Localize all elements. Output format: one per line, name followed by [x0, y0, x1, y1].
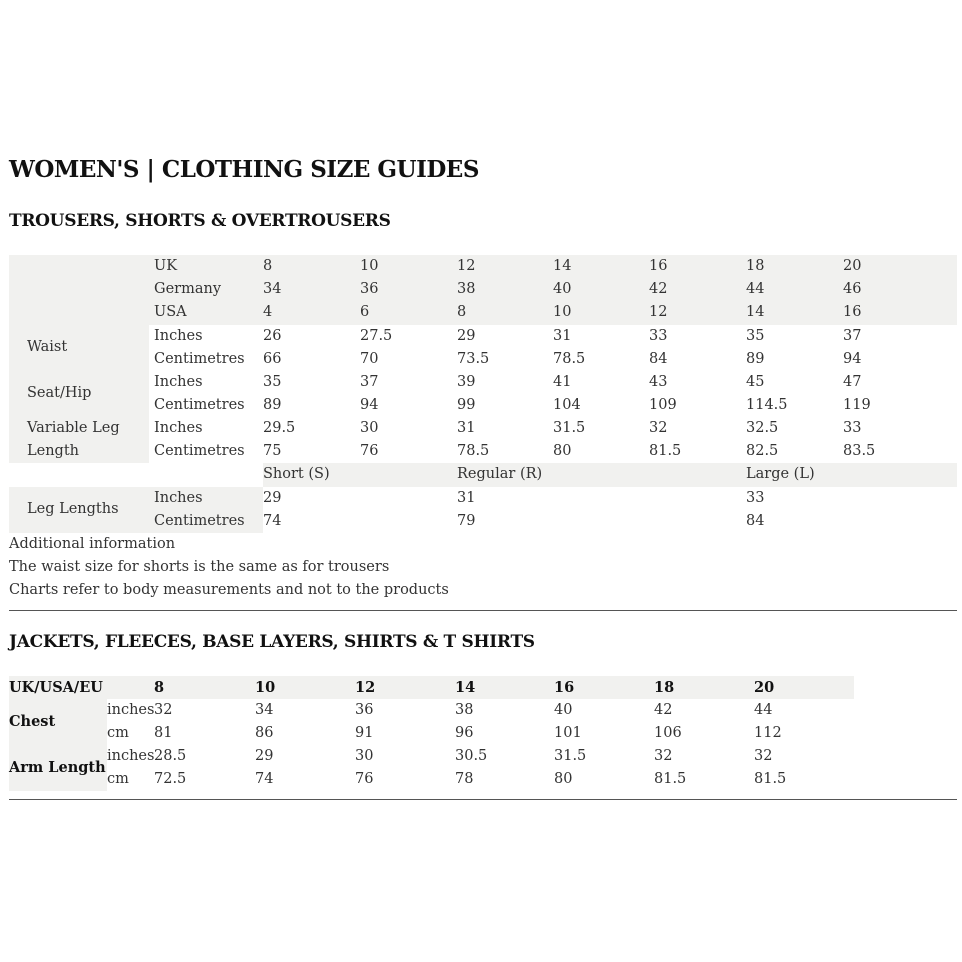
table-cell: 29 [457, 328, 476, 344]
measure-label: Seat/Hip [27, 385, 92, 401]
table-cell: 32 [649, 420, 668, 436]
leg-length-header: Short (S) [263, 466, 330, 482]
table-cell: 81 [154, 725, 173, 741]
table-cell: 66 [263, 351, 282, 367]
table-cell: 12 [457, 258, 476, 274]
size-header-cell: 20 [754, 679, 775, 696]
table-cell: 72.5 [154, 771, 187, 787]
size-header-cell: 14 [455, 679, 476, 696]
table-cell: 34 [263, 281, 282, 297]
table-cell: 20 [843, 258, 862, 274]
table-cell: 109 [649, 397, 677, 413]
table-cell: 45 [746, 374, 765, 390]
table-cell: 81.5 [654, 771, 687, 787]
table-cell: 74 [263, 513, 282, 529]
unit-label: cm [107, 725, 129, 741]
table-cell: 35 [263, 374, 282, 390]
table-cell: 39 [457, 374, 476, 390]
table-cell: 16 [843, 304, 862, 320]
table-cell: 78 [455, 771, 474, 787]
table-cell: 31 [553, 328, 572, 344]
shaded-band [9, 255, 957, 325]
table-cell: 84 [649, 351, 668, 367]
table-cell: 40 [554, 702, 573, 718]
size-header-cell: 8 [154, 679, 165, 696]
table-cell: 8 [457, 304, 467, 320]
table-cell: 27.5 [360, 328, 393, 344]
unit-label: Centimetres [154, 513, 245, 529]
table-cell: 31.5 [554, 748, 587, 764]
table-cell: 32 [154, 702, 173, 718]
leg-length-header: Regular (R) [457, 466, 543, 482]
table-cell: 76 [360, 443, 379, 459]
table-cell: 29 [255, 748, 274, 764]
size-header-cell: 18 [654, 679, 675, 696]
table-cell: 96 [455, 725, 474, 741]
table-cell: 31.5 [553, 420, 586, 436]
table-cell: 8 [263, 258, 273, 274]
table-cell: 14 [553, 258, 572, 274]
table-cell: 42 [654, 702, 673, 718]
table-cell: 44 [746, 281, 765, 297]
jackets-heading: JACKETS, FLEECES, BASE LAYERS, SHIRTS & T SHIRTS [9, 632, 535, 652]
table-cell: 34 [255, 702, 274, 718]
measure-label: Chest [9, 713, 56, 730]
table-cell: 31 [457, 420, 476, 436]
note-line: Charts refer to body measurements and not to the products [9, 582, 449, 598]
size-header-cell: 12 [355, 679, 376, 696]
table-cell: 101 [554, 725, 582, 741]
table-cell: 80 [554, 771, 573, 787]
table-cell: 75 [263, 443, 282, 459]
measure-label: Waist [27, 339, 68, 355]
table-cell: 82.5 [746, 443, 779, 459]
table-cell: 29 [263, 490, 282, 506]
table-cell: 44 [754, 702, 773, 718]
table-cell: 29.5 [263, 420, 296, 436]
bottom-divider [9, 799, 957, 800]
table-cell: 6 [360, 304, 370, 320]
table-cell: 94 [843, 351, 862, 367]
size-system-label: UK [154, 258, 178, 274]
table-cell: 16 [649, 258, 668, 274]
table-cell: 26 [263, 328, 282, 344]
table-cell: 112 [754, 725, 782, 741]
trousers-heading: TROUSERS, SHORTS & OVERTROUSERS [9, 211, 391, 231]
table-cell: 31 [457, 490, 476, 506]
table-cell: 99 [457, 397, 476, 413]
unit-label: Centimetres [154, 397, 245, 413]
leg-length-header: Large (L) [746, 466, 815, 482]
table-cell: 89 [746, 351, 765, 367]
note-line: Additional information [9, 536, 176, 552]
table-cell: 10 [360, 258, 379, 274]
table-cell: 43 [649, 374, 668, 390]
shaded-band [263, 463, 957, 487]
page-title: WOMEN'S | CLOTHING SIZE GUIDES [9, 156, 479, 183]
table-cell: 38 [457, 281, 476, 297]
table-cell: 30 [355, 748, 374, 764]
table-cell: 80 [553, 443, 572, 459]
table-cell: 106 [654, 725, 682, 741]
table-cell: 42 [649, 281, 668, 297]
unit-label: inches [107, 748, 155, 764]
size-system-label: USA [154, 304, 187, 320]
size-header-label: UK/USA/EU [9, 679, 103, 696]
table-cell: 33 [746, 490, 765, 506]
table-cell: 12 [649, 304, 668, 320]
table-cell: 4 [263, 304, 273, 320]
size-header-cell: 10 [255, 679, 276, 696]
table-cell: 74 [255, 771, 274, 787]
table-cell: 86 [255, 725, 274, 741]
measure-label: Arm Length [9, 759, 106, 776]
table-cell: 78.5 [457, 443, 490, 459]
table-cell: 32 [654, 748, 673, 764]
size-header-cell: 16 [554, 679, 575, 696]
measure-label: Variable Leg [27, 420, 120, 436]
table-cell: 33 [843, 420, 862, 436]
table-cell: 10 [553, 304, 572, 320]
unit-label: Inches [154, 490, 203, 506]
leg-lengths-label: Leg Lengths [27, 501, 119, 517]
table-cell: 104 [553, 397, 581, 413]
unit-label: Centimetres [154, 443, 245, 459]
table-cell: 81.5 [754, 771, 787, 787]
table-cell: 30.5 [455, 748, 488, 764]
table-cell: 76 [355, 771, 374, 787]
table-cell: 81.5 [649, 443, 682, 459]
table-cell: 18 [746, 258, 765, 274]
table-cell: 79 [457, 513, 476, 529]
table-cell: 84 [746, 513, 765, 529]
shaded-band [9, 676, 854, 699]
table-cell: 14 [746, 304, 765, 320]
table-cell: 78.5 [553, 351, 586, 367]
table-cell: 28.5 [154, 748, 187, 764]
unit-label: Inches [154, 374, 203, 390]
table-cell: 94 [360, 397, 379, 413]
unit-label: Inches [154, 420, 203, 436]
table-cell: 73.5 [457, 351, 490, 367]
note-line: The waist size for shorts is the same as for trousers [9, 559, 390, 575]
table-cell: 37 [843, 328, 862, 344]
table-cell: 37 [360, 374, 379, 390]
table-cell: 33 [649, 328, 668, 344]
table-cell: 83.5 [843, 443, 876, 459]
table-cell: 36 [360, 281, 379, 297]
table-cell: 47 [843, 374, 862, 390]
table-cell: 38 [455, 702, 474, 718]
unit-label: Centimetres [154, 351, 245, 367]
table-cell: 35 [746, 328, 765, 344]
table-cell: 36 [355, 702, 374, 718]
unit-label: inches [107, 702, 155, 718]
size-system-label: Germany [154, 281, 222, 297]
table-cell: 40 [553, 281, 572, 297]
table-cell: 119 [843, 397, 871, 413]
table-cell: 46 [843, 281, 862, 297]
table-cell: 89 [263, 397, 282, 413]
unit-label: Inches [154, 328, 203, 344]
measure-label: Length [27, 443, 79, 459]
table-cell: 70 [360, 351, 379, 367]
table-cell: 91 [355, 725, 374, 741]
table-cell: 114.5 [746, 397, 788, 413]
table-cell: 32.5 [746, 420, 779, 436]
unit-label: cm [107, 771, 129, 787]
section-divider [9, 610, 957, 611]
table-cell: 41 [553, 374, 572, 390]
table-cell: 32 [754, 748, 773, 764]
table-cell: 30 [360, 420, 379, 436]
